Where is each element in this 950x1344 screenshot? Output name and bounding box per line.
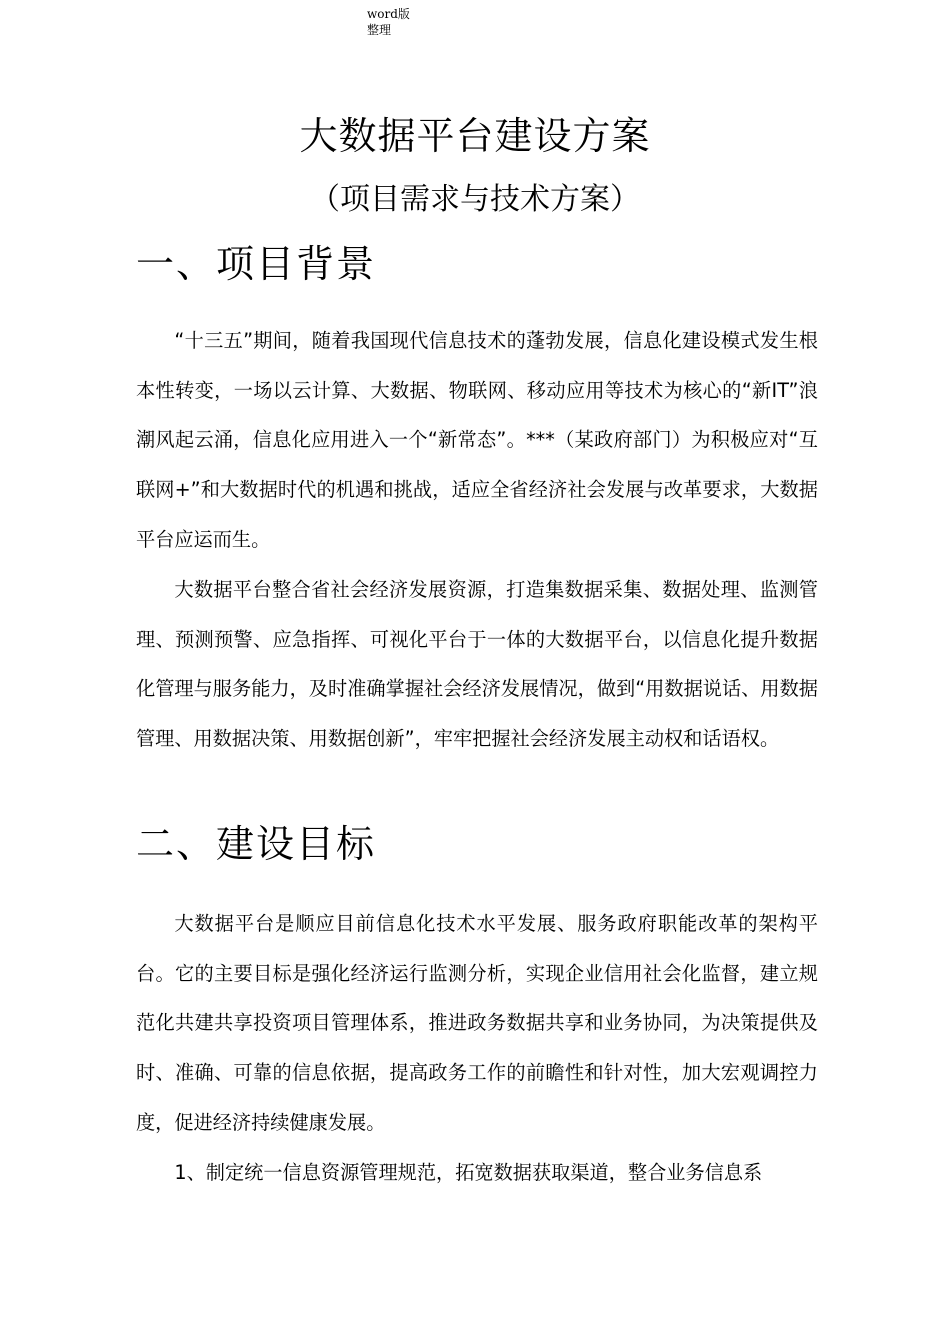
header-note bbox=[367, 6, 410, 38]
document-subtitle: （项目需求与技术方案） bbox=[310, 182, 640, 217]
section-heading-background: 一、项目背景 bbox=[136, 242, 377, 286]
paragraph-goals-1: 大数据平台是顺应目前信息化技术水平发展、服务政府职能改革的架构平台。它的主要目标是强化经济运行监测分析，实现企业信用社会化监督，建立规范化共建共享投资项目管理体系，推进政务数据共享和业务协同，为决策提供及时、准确、可靠的信息依据，提高政务工作的前瞻性和针对性，加大宏观调控力度，促进经济持续健康发展。 bbox=[136, 912, 818, 1134]
section-heading-goals: 二、建设目标 bbox=[136, 822, 377, 866]
paragraph-goals-item-1: 1、制定统一信息资源管理规范，拓宽数据获取渠道，整合业务信息系 bbox=[174, 1161, 763, 1184]
header-note-line-1: word版 bbox=[367, 7, 410, 21]
paragraph-background-1: “十三五”期间，随着我国现代信息技术的蓬勃发展，信息化建设模式发生根本性转变，一场以云计算、大数据、物联网、移动应用等技术为核心的“新IT”浪潮风起云涌，信息化应用进入一个“新常态”。***（某政府部门）为积极应对“互联网+”和大数据时代的机遇和挑战，适应全省经济社会发展与改革要求，大数据平台应运而生。 bbox=[136, 329, 818, 551]
document-title: 大数据平台建设方案 bbox=[299, 114, 651, 158]
paragraph-background-2: 大数据平台整合省社会经济发展资源，打造集数据采集、数据处理、监测管理、预测预警、应急指挥、可视化平台于一体的大数据平台，以信息化提升数据化管理与服务能力，及时准确掌握社会经济发展情况，做到“用数据说话、用数据管理、用数据决策、用数据创新”，牢牢把握社会经济发展主动权和话语权。 bbox=[136, 578, 818, 751]
header-note-line-2: 整理 bbox=[367, 23, 392, 37]
